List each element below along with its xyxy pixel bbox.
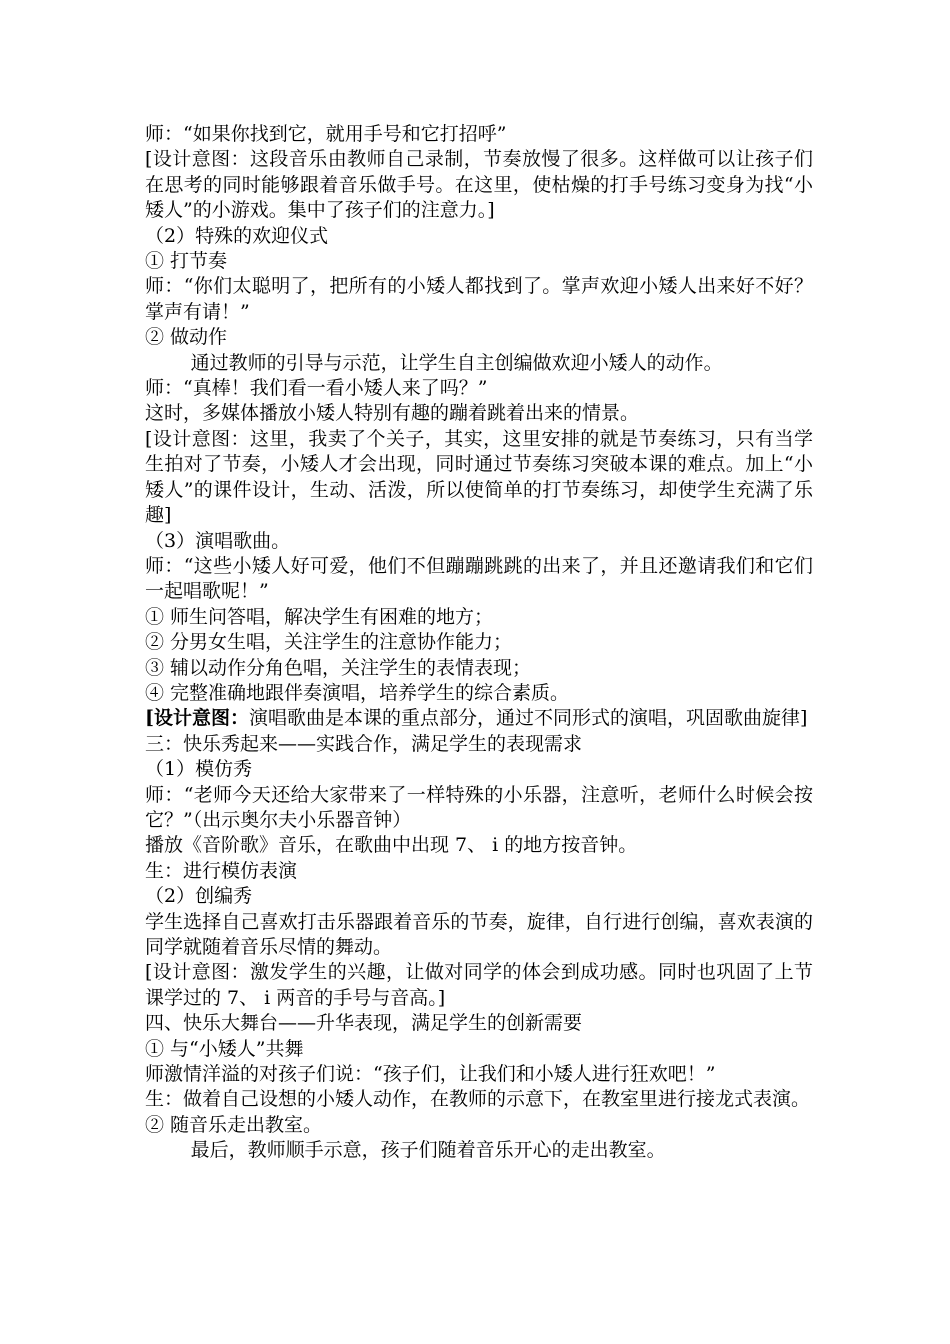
paragraph-student-creation: 学生选择自己喜欢打击乐器跟着音乐的节奏，旋律，自行进行创编，喜欢表演的同学就随着音乐尽情的舞动。 — [145, 910, 813, 958]
list-item-accompaniment: ④ 完整准确地跟伴奏演唱，培养学生的综合素质。 — [145, 681, 570, 704]
list-item-group-singing: ② 分男女生唱，关注学生的注意协作能力； — [145, 631, 513, 654]
list-item-rhythm: ① 打节奏 — [145, 250, 228, 273]
paragraph-teacher-line-3: 师：“真棒！我们看一看小矮人来了吗？” — [145, 377, 488, 400]
section-heading-singing: （3）演唱歌曲。 — [145, 529, 291, 552]
paragraph-design-intent-3 — [145, 706, 813, 731]
paragraph-student-performance: 生：做着自己设想的小矮人动作，在教师的示意下，在教室里进行接龙式表演。 — [145, 1088, 811, 1111]
document-body — [145, 122, 813, 1164]
paragraph-multimedia: 这时，多媒体播放小矮人特别有趣的蹦着跳着出来的情景。 — [145, 402, 640, 425]
list-item-role-singing: ③ 辅以动作分角色唱，关注学生的表情表现； — [145, 656, 532, 679]
section-heading-part-four: 四、快乐大舞台——升华表现，满足学生的创新需要 — [145, 1012, 583, 1035]
list-item-qa-singing: ① 师生问答唱，解决学生有困难的地方； — [145, 605, 494, 628]
paragraph-design-intent-2: [设计意图：这里，我卖了个关子，其实，这里安排的就是节奏练习，只有当学生拍对了节奏，小矮人才会出现，同时通过节奏练习突破本课的难点。加上“小矮人”的课件设计，生动、活泼，所以使简单的打节奏练习，却使学生充满了乐趣] — [145, 427, 813, 527]
section-heading-imitation: （1）模仿秀 — [145, 758, 253, 781]
paragraph-teacher-line-2: 师：“你们太聪明了，把所有的小矮人都找到了。掌声欢迎小矮人出来好不好？掌声有请！” — [145, 275, 813, 323]
paragraph-teacher-line-6: 师激情洋溢的对孩子们说：“孩子们，让我们和小矮人进行狂欢吧！” — [145, 1063, 716, 1086]
design-intent-bold-label: [设计意图： — [145, 707, 249, 730]
list-item-dance: ① 与“小矮人”共舞 — [145, 1037, 304, 1060]
paragraph-teacher-line-4: 师：“这些小矮人好可爱，他们不但蹦蹦跳跳的出来了，并且还邀请我们和它们一起唱歌呢！” — [145, 554, 813, 603]
paragraph-design-intent-4: [设计意图：激发学生的兴趣，让做对同学的体会到成功感。同时也巩固了上节课学过的 7、 i 两音的手号与音高。] — [145, 961, 813, 1009]
paragraph-guidance: 通过教师的引导与示范，让学生自主创编做欢迎小矮人的动作。 — [190, 351, 723, 374]
list-item-exit: ② 随音乐走出教室。 — [145, 1113, 323, 1136]
section-heading-part-three: 三：快乐秀起来——实践合作，满足学生的表现需求 — [145, 732, 583, 755]
paragraph-closing: 最后，教师顺手示意，孩子们随着音乐开心的走出教室。 — [190, 1139, 666, 1162]
list-item-actions: ② 做动作 — [145, 326, 228, 349]
paragraph-teacher-line-5: 师：“老师今天还给大家带来了一样特殊的小乐器，注意听，老师什么时候会按它？”（出示奥尔夫小乐器音钟） — [145, 783, 813, 831]
paragraph-scale-song: 播放《音阶歌》音乐，在歌曲中出现 7、 i 的地方按音钟。 — [145, 834, 638, 857]
paragraph-teacher-line-1: 师：“如果你找到它，就用手号和它打招呼” — [145, 123, 507, 145]
section-heading-creation: （2）创编秀 — [145, 885, 253, 908]
section-heading-welcome-ceremony: （2）特殊的欢迎仪式 — [145, 224, 329, 247]
design-intent-text: 演唱歌曲是本课的重点部分，通过不同形式的演唱，巩固歌曲旋律] — [249, 707, 808, 730]
paragraph-student-imitation: 生：进行模仿表演 — [145, 859, 298, 882]
paragraph-design-intent-1: [设计意图：这段音乐由教师自己录制，节奏放慢了很多。这样做可以让孩子们在思考的同时能够跟着音乐做手号。在这里，使枯燥的打手号练习变身为找“小矮人”的小游戏。集中了孩子们的注意力。] — [145, 148, 813, 222]
